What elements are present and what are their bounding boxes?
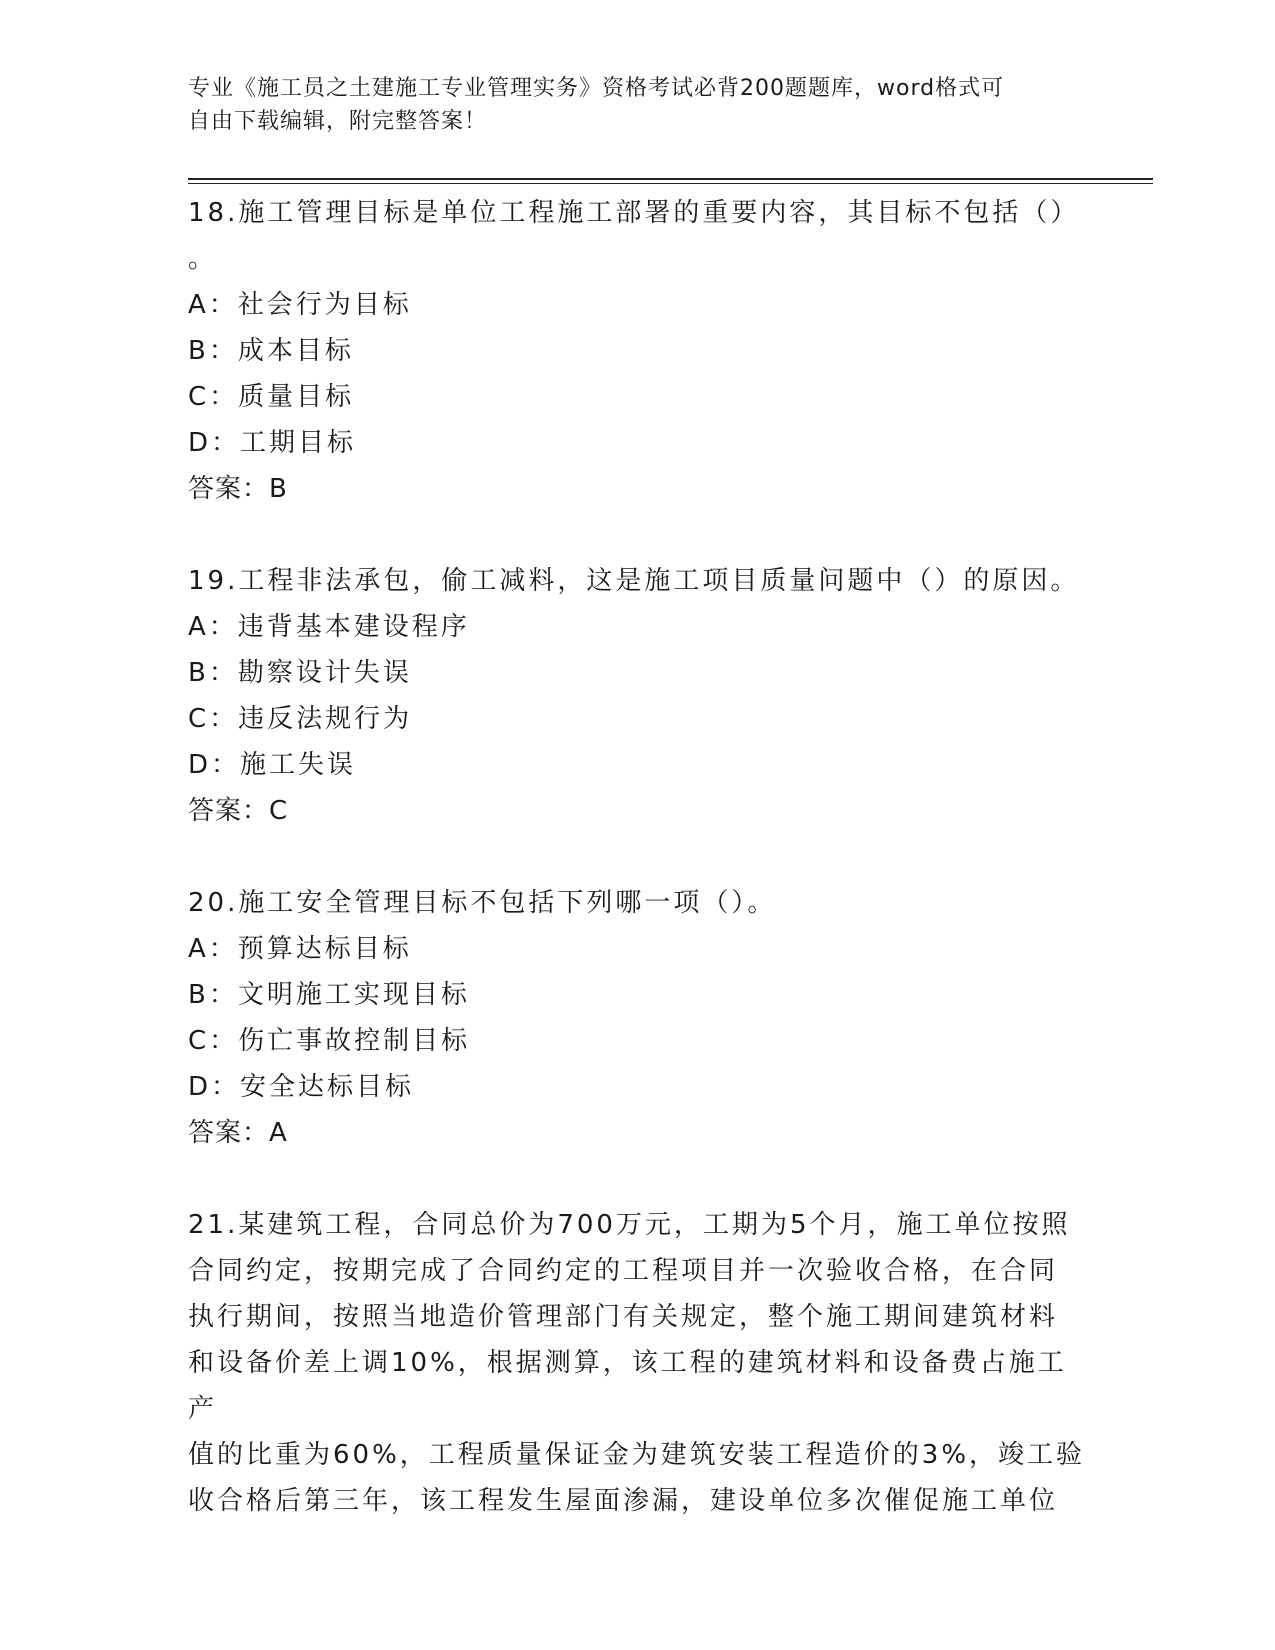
question-text: 值的比重为60%，工程质量保证金为建筑安装工程造价的3%，竣工验 [188,1440,1086,1470]
answer-line: 答案：B [188,474,288,504]
question-block-19 [188,558,1088,834]
option-c: C：伤亡事故控制目标 [188,1026,471,1056]
header-line-2: 自由下载编辑，附完整答案！ [188,109,488,134]
option-a: A：违背基本建设程序 [188,612,470,642]
document-header [188,72,1068,138]
header-divider-thin [188,183,1153,184]
question-text: 21.某建筑工程，合同总价为700万元，工期为5个月，施工单位按照 [188,1210,1071,1240]
option-c: C：违反法规行为 [188,704,413,734]
option-a: A：预算达标目标 [188,934,412,964]
answer-line: 答案：A [188,1118,288,1148]
question-block-20 [188,880,1088,1156]
option-d: D：安全达标目标 [188,1072,415,1102]
option-b: B：文明施工实现目标 [188,980,470,1010]
answer-line: 答案：C [188,796,289,826]
option-b: B：勘察设计失误 [188,658,412,688]
option-c: C：质量目标 [188,382,355,412]
option-d: D：施工失误 [188,750,357,780]
option-d: D：工期目标 [188,428,357,458]
question-text: 19.工程非法承包，偷工减料，这是施工项目质量问题中（）的原因。 [188,566,1080,596]
question-text: 。 [188,244,218,274]
header-line-1: 专业《施工员之土建施工专业管理实务》资格考试必背200题题库，word格式可 [188,76,1005,101]
option-b: B：成本目标 [188,336,354,366]
question-text: 18.施工管理目标是单位工程施工部署的重要内容，其目标不包括（） [188,198,1080,228]
question-text: 20.施工安全管理目标不包括下列哪一项（）。 [188,888,777,918]
question-block-21 [188,1202,1088,1524]
question-block-18 [188,190,1088,512]
question-text: 和设备价差上调10%，根据测算，该工程的建筑材料和设备费占施工产 [188,1348,1067,1424]
option-a: A：社会行为目标 [188,290,412,320]
question-text: 收合格后第三年，该工程发生屋面渗漏，建设单位多次催促施工单位 [188,1486,1059,1516]
header-divider-thick [188,178,1153,180]
question-text: 合同约定，按期完成了合同约定的工程项目并一次验收合格，在合同 [188,1256,1059,1286]
question-list [188,190,1088,1524]
question-text: 执行期间，按照当地造价管理部门有关规定，整个施工期间建筑材料 [188,1302,1059,1332]
